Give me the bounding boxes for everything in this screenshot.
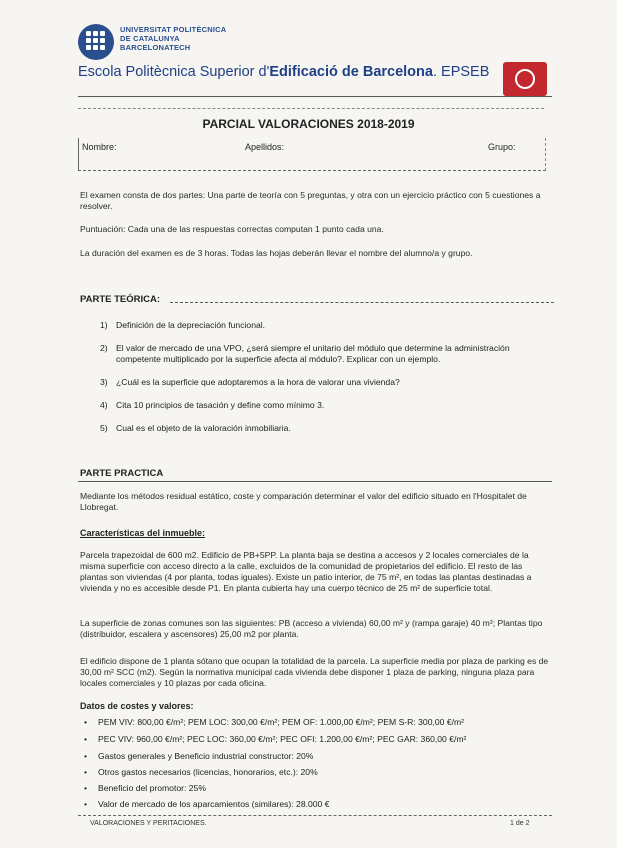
student-info-box (78, 138, 546, 171)
caracteristicas-paragraph-3: El edificio dispone de 1 planta sótano que ocupan la totalidad de la parcela. La superficie media por plaza de parking es de 30,00 m² SCC (m2). Según la normativa municipal cada vivienda debe disponer 1 plaza de parking, ninguna plaza para locales comerciales y 10 plazas por cada oficina. (80, 656, 549, 688)
intro-paragraph-2: Puntuación: Cada una de las respuestas correctas computan 1 punto cada una. (80, 224, 384, 234)
title-divider (78, 108, 544, 109)
datos-title: Datos de costes y valores: (80, 701, 194, 711)
apellidos-label: Apellidos: (245, 142, 285, 152)
header-divider (78, 96, 552, 97)
grupo-label: Grupo: (488, 142, 516, 152)
caracteristicas-title: Características del inmueble: (80, 528, 206, 538)
exam-title: PARCIAL VALORACIONES 2018-2019 (202, 117, 415, 131)
school-name: Escola Politècnica Superior d'Edificació de Barcelona. EPSEB (78, 64, 490, 80)
nombre-label: Nombre: (82, 142, 117, 152)
intro-paragraph-3: La duración del examen es de 3 horas. Todas las hojas deberán llevar el nombre del alumno/a y grupo. (80, 248, 473, 258)
teorica-divider (170, 302, 554, 303)
exam-page: UNIVERSITAT POLITÈCNICA DE CATALUNYA BARCELONATECH Escola Politècnica Superior d'Edificació de Barcelona. EPSEB PARCIAL VALORACIONES 2018-2019 Nombre: Apellidos: Grupo: El examen consta de dos partes: Una parte de teoría con 5 preguntas, y otra con un ejercicio práctico con 5 cuestiones a resolver. Puntuación: Cada una de las respuestas correctas computan 1 punto cada una. La duración del examen es de 3 horas. Todas las hojas deberán llevar el nombre del alumno/a y grupo. PARTE TEÓRICA: 1) Definición de la depreciación funcional. 2) El valor de mercado de una VPO, ¿será siempre el unitario del módulo que determine la administración competente multiplicado por la superficie afecta al módulo?. Explicar con un ejemplo. 3) ¿Cuál es la superficie que adoptaremos a la hora de valorar una vivienda? 4) Cita 10 principios de tasación y define como mínimo 3. 5) Cual es el objeto de la valoración inmobiliaria. PARTE PRACTICA Mediante los métodos residual estático, coste y comparación determinar el valor del edificio situado en l'Hospitalet de Llobregat. Características del inmueble: Parcela trapezoidal de 600 m2. Edificio de PB+5PP. La planta baja se destina a accesos y 2 locales comerciales de la misma superficie con acceso directo a la calle, excluidos de la comunidad de propietarios del edificio. El resto de las plantas son viviendas (4 por planta, todas iguales). Existe un patio interior, de 75 m², en todas las plantas destinadas a vivienda y no es accesible desde P1. En planta cubierta hay una cuerpo técnico de 25 m² de superficie total. La superficie de zonas comunes son las siguientes: PB (acceso a vivienda) 60,00 m² y (rampa garaje) 40 m²; Plantas tipo (distribuidor, escalera y ascensores) 25,00 m2 por planta. El edificio dispone de 1 planta sótano que ocupan la totalidad de la parcela. La superficie media por plaza de parking es de 30,00 m² SCC (m2). Según la normativa municipal cada vivienda debe disponer 1 plaza de parking, ninguna plaza para locales comerciales y 10 plazas por cada oficina. Datos de costes y valores: • PEM VIV: 800,00 €/m²; PEM LOC: 300,00 €/m²; PEM OF: 1.000,00 €/m²; PEM S-R: 300,00 €/m² • PEC VIV: 960,00 €/m²; PEC LOC: 360,00 €/m²; PEC OFI: 1.200,00 €/m²; PEC GAR: 360,00 €/m² • Gastos generales y Beneficio industrial constructor: 20% • Otros gastos necesarios (licencias, honorarios, etc.): 20% • Beneficio del promotor: 25% • Valor de mercado de los aparcamientos (similares): 28.000 € VALORACIONES Y PERITACIONES. 1 de 2 (0, 0, 617, 848)
caracteristicas-paragraph-1: Parcela trapezoidal de 600 m2. Edificio de PB+5PP. La planta baja se destina a accesos y 2 locales comerciales de la misma superficie con acceso directo a la calle, excluidos de la comunidad de propietarios del edificio. El resto de las plantas son viviendas (4 por planta, todas iguales). Existe un patio interior, de 75 m², en todas las plantas destinadas a vivienda y no es accesible desde P1. En planta cubierta hay una cuerpo técnico de 25 m² de superficie total. (80, 550, 532, 593)
university-name: UNIVERSITAT POLITÈCNICA DE CATALUNYA BARCELONATECH (120, 25, 227, 52)
upc-logo-icon (78, 24, 114, 60)
practica-intro: Mediante los métodos residual estático, coste y comparación determinar el valor del edificio situado en l'Hospitalet de Llobregat. (80, 491, 527, 512)
practica-title: PARTE PRACTICA (80, 468, 164, 479)
caracteristicas-paragraph-2: La superficie de zonas comunes son las siguientes: PB (acceso a vivienda) 60,00 m² y (rampa garaje) 40 m²; Plantas tipo (distribuidor, escalera y ascensores) 25,00 m2 por planta. (80, 618, 543, 639)
footer-divider (78, 815, 552, 816)
teorica-title: PARTE TEÓRICA: (80, 294, 161, 305)
epseb-logo-icon (503, 62, 547, 96)
intro-paragraph-1: El examen consta de dos partes: Una parte de teoría con 5 preguntas, y otra con un ejercicio práctico con 5 cuestiones a resolver. (80, 190, 541, 211)
practica-divider (78, 481, 552, 482)
footer-course: VALORACIONES Y PERITACIONES. (90, 820, 207, 827)
footer-page-number: 1 de 2 (510, 820, 530, 827)
